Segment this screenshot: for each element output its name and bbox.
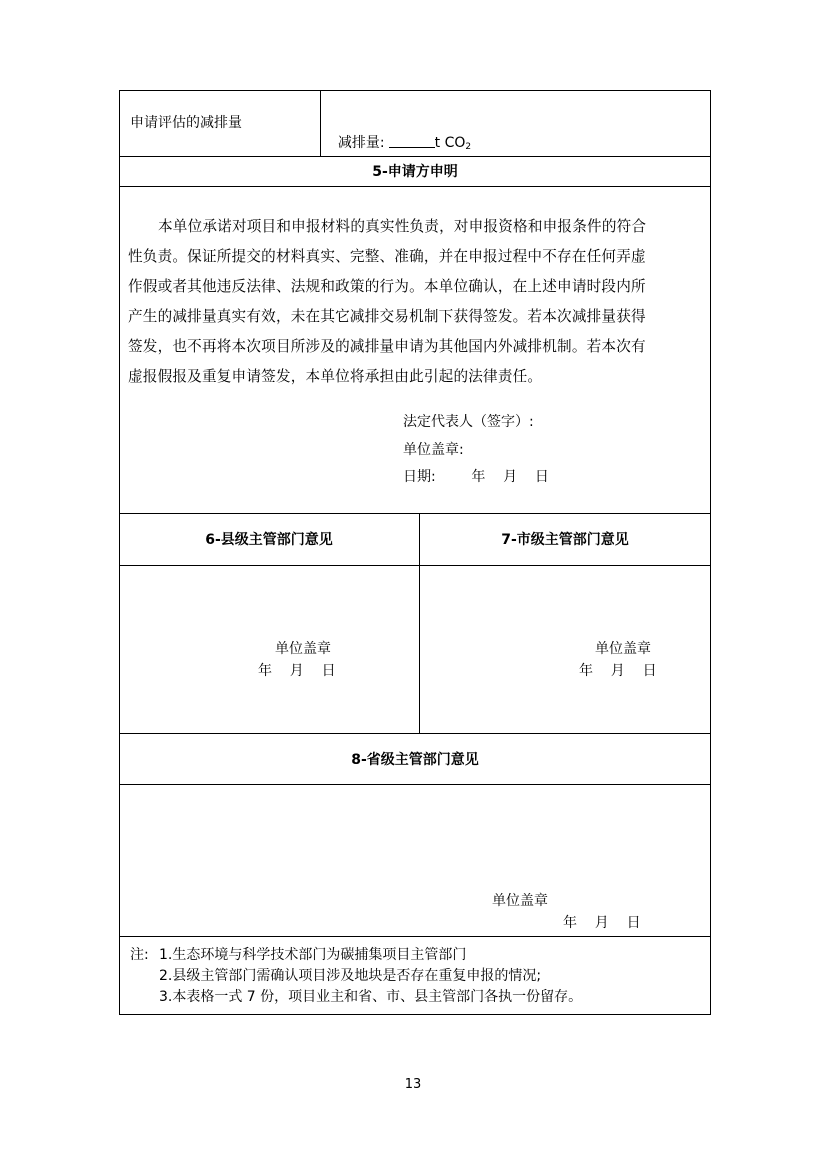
row1-divider xyxy=(320,90,321,157)
section7-title: 7-市级主管部门意见 xyxy=(501,532,629,548)
rule-after-sec8-title xyxy=(119,784,711,785)
section6-date: 年 月 日 xyxy=(258,663,336,679)
declaration-line: 本单位承诺对项目和申报材料的真实性负责，对申报资格和申报条件的符合 xyxy=(158,218,647,235)
section7-seal: 单位盖章 xyxy=(595,641,651,657)
note-item: 3.本表格一式 7 份，项目业主和省、市、县主管部门各执一份留存。 xyxy=(159,989,583,1005)
page-number: 13 xyxy=(404,1077,422,1092)
rule-after-sec67-title xyxy=(119,565,711,566)
section7-date: 年 月 日 xyxy=(579,663,657,679)
section8-date: 年 月 日 xyxy=(563,915,641,931)
note-item: 1.生态环境与科学技术部门为碳捕集项目主管部门 xyxy=(159,947,467,963)
section6-seal: 单位盖章 xyxy=(275,641,331,657)
section8-seal: 单位盖章 xyxy=(492,893,548,909)
reduction-unit: t CO xyxy=(434,135,466,151)
rule-after-sec67-body xyxy=(119,733,711,734)
declaration-paragraph xyxy=(128,212,704,392)
note-item: 2.县级主管部门需确认项目涉及地块是否存在重复申报的情况; xyxy=(159,968,542,984)
rule-after-sec5-title xyxy=(119,186,711,187)
declaration-line: 产生的减排量真实有效，未在其它减排交易机制下获得签发。若本次减排量获得 xyxy=(128,308,646,325)
declaration-date: 日期: 年 月 日 xyxy=(403,469,549,485)
declaration-line: 作假或者其他违反法律、法规和政策的行为。本单位确认，在上述申请时段内所 xyxy=(128,278,646,295)
rule-after-sec8-body xyxy=(119,936,711,937)
declaration-line: 性负责。保证所提交的材料真实、完整、准确，并在申报过程中不存在任何弄虚 xyxy=(128,248,646,265)
legal-rep-signature: 法定代表人（签字）: xyxy=(403,414,534,430)
declaration-line: 虚报假报及重复申请签发，本单位将承担由此引起的法律责任。 xyxy=(128,368,543,385)
reduction-blank xyxy=(389,133,435,148)
notes-prefix: 注: xyxy=(130,947,149,963)
section5-title: 5-申请方申明 xyxy=(372,164,458,180)
rule-after-sec5-body xyxy=(119,513,711,514)
reduction-label: 申请评估的减排量 xyxy=(130,115,242,131)
section8-title: 8-省级主管部门意见 xyxy=(351,752,479,768)
unit-seal: 单位盖章: xyxy=(403,442,464,458)
reduction-prefix: 减排量: xyxy=(337,135,385,151)
reduction-unit-subscript: 2 xyxy=(465,142,472,152)
declaration-line: 签发，也不再将本次项目所涉及的减排量申请为其他国内外减排机制。若本次有 xyxy=(128,338,646,355)
section6-title: 6-县级主管部门意见 xyxy=(205,532,333,548)
reduction-value xyxy=(329,113,471,157)
